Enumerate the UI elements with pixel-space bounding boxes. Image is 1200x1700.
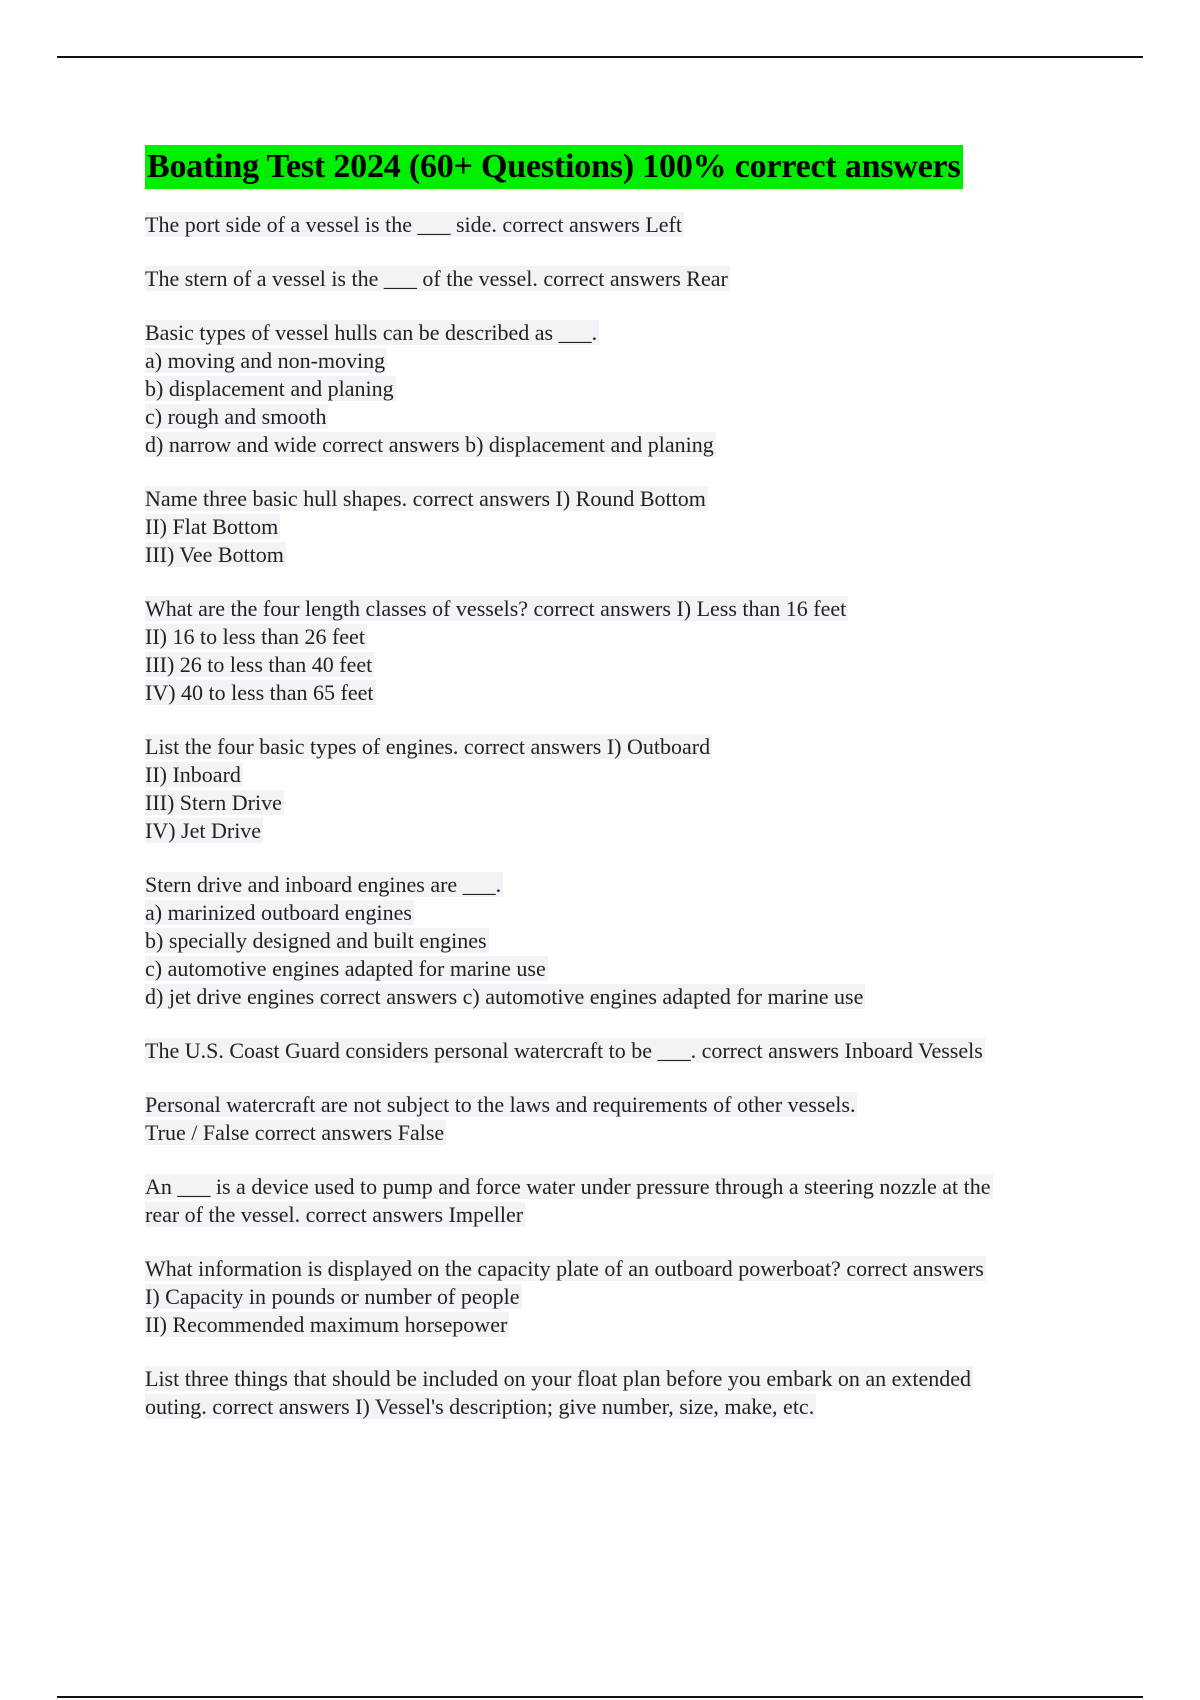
question-text: II) Recommended maximum horsepower (145, 1312, 508, 1337)
question-text: The stern of a vessel is the ___ of the vessel. correct answers Rear (145, 266, 728, 291)
question-text: II) Inboard (145, 762, 241, 787)
question-text: c) rough and smooth (145, 404, 327, 429)
question-line (145, 1393, 1080, 1421)
question-text: rear of the vessel. correct answers Impeller (145, 1202, 524, 1227)
question-line (145, 513, 1080, 541)
question-text: outing. correct answers I) Vessel's description; give number, size, make, etc. (145, 1394, 815, 1419)
question-line (145, 871, 1080, 899)
question-text: a) moving and non-moving (145, 348, 386, 373)
question-text: The U.S. Coast Guard considers personal watercraft to be ___. correct answers Inboard Vessels (145, 1038, 983, 1063)
question-item (145, 733, 1080, 845)
question-text: Personal watercraft are not subject to the laws and requirements of other vessels. (145, 1092, 856, 1117)
question-line (145, 485, 1080, 513)
question-line (145, 1311, 1080, 1339)
question-line (145, 733, 1080, 761)
question-text: List the four basic types of engines. correct answers I) Outboard (145, 734, 711, 759)
question-text: I) Capacity in pounds or number of people (145, 1284, 520, 1309)
question-text: II) Flat Bottom (145, 514, 279, 539)
document-title: Boating Test 2024 (60+ Questions) 100% correct answers (145, 145, 963, 189)
question-text: III) Vee Bottom (145, 542, 284, 567)
question-text: III) Stern Drive (145, 790, 282, 815)
question-item (145, 595, 1080, 707)
question-text: b) displacement and planing (145, 376, 394, 401)
question-line (145, 1037, 1080, 1065)
question-line (145, 403, 1080, 431)
question-text: What are the four length classes of vessels? correct answers I) Less than 16 feet (145, 596, 847, 621)
question-text: c) automotive engines adapted for marine use (145, 956, 546, 981)
question-text: III) 26 to less than 40 feet (145, 652, 373, 677)
question-item (145, 871, 1080, 1011)
question-text: IV) Jet Drive (145, 818, 262, 843)
question-text: Name three basic hull shapes. correct answers I) Round Bottom (145, 486, 706, 511)
question-line (145, 211, 1080, 239)
question-text: Basic types of vessel hulls can be described as ___. (145, 320, 598, 345)
question-list (145, 211, 1080, 1421)
question-item (145, 1255, 1080, 1339)
question-item (145, 319, 1080, 459)
question-text: Stern drive and inboard engines are ___. (145, 872, 502, 897)
question-line (145, 375, 1080, 403)
question-line (145, 1255, 1080, 1283)
question-line (145, 347, 1080, 375)
question-text: d) jet drive engines correct answers c) automotive engines adapted for marine use (145, 984, 864, 1009)
question-item (145, 1091, 1080, 1147)
question-item (145, 1173, 1080, 1229)
question-line (145, 983, 1080, 1011)
question-line (145, 623, 1080, 651)
question-line (145, 541, 1080, 569)
question-item (145, 265, 1080, 293)
question-text: An ___ is a device used to pump and force water under pressure through a steering nozzle at the (145, 1174, 991, 1199)
question-item (145, 1037, 1080, 1065)
question-line (145, 1173, 1080, 1201)
question-line (145, 679, 1080, 707)
question-line (145, 927, 1080, 955)
document-body (145, 145, 1080, 1447)
question-text: d) narrow and wide correct answers b) displacement and planing (145, 432, 714, 457)
question-line (145, 817, 1080, 845)
question-line (145, 761, 1080, 789)
question-text: What information is displayed on the capacity plate of an outboard powerboat? correct answers (145, 1256, 984, 1281)
question-text: List three things that should be included on your float plan before you embark on an extended (145, 1366, 971, 1391)
question-item (145, 485, 1080, 569)
question-line (145, 1365, 1080, 1393)
question-line (145, 789, 1080, 817)
question-line (145, 319, 1080, 347)
question-item (145, 211, 1080, 239)
question-line (145, 1119, 1080, 1147)
question-item (145, 1365, 1080, 1421)
question-text: IV) 40 to less than 65 feet (145, 680, 374, 705)
question-text: The port side of a vessel is the ___ side. correct answers Left (145, 212, 682, 237)
question-line (145, 955, 1080, 983)
question-text: True / False correct answers False (145, 1120, 445, 1145)
question-line (145, 651, 1080, 679)
question-line (145, 1283, 1080, 1311)
question-text: b) specially designed and built engines (145, 928, 487, 953)
footer-rule (57, 1696, 1143, 1698)
question-line (145, 1201, 1080, 1229)
question-line (145, 265, 1080, 293)
question-line (145, 899, 1080, 927)
header-rule (57, 56, 1143, 58)
question-line (145, 1091, 1080, 1119)
question-text: II) 16 to less than 26 feet (145, 624, 365, 649)
question-line (145, 595, 1080, 623)
question-text: a) marinized outboard engines (145, 900, 412, 925)
question-line (145, 431, 1080, 459)
